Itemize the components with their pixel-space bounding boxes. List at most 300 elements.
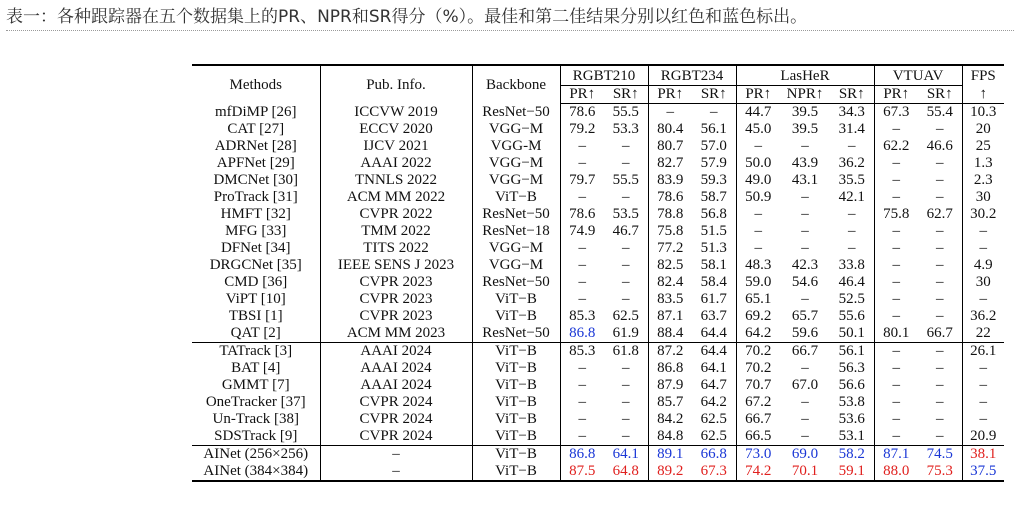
score-cell: 58.2 (838, 446, 865, 462)
score-cell: 36.2 (962, 308, 1004, 325)
score-cell: 35.5 (838, 172, 865, 188)
score-cell: 89.2 (648, 463, 692, 481)
score-cell: 88.4 (648, 325, 692, 343)
table-caption: 表一：各种跟踪器在五个数据集上的PR、NPR和SR得分（%）。最佳和第二佳结果分别以红色和蓝色标出。 (6, 4, 1014, 31)
subheader-lasher-sr: SR↑ (830, 86, 874, 104)
score-cell: 46.7 (612, 223, 639, 239)
subheader-vtuav-pr: PR↑ (874, 86, 918, 104)
score-cell: 30.2 (962, 206, 1004, 223)
score-cell: 64.4 (700, 343, 727, 359)
score-cell: 70.2 (736, 343, 780, 361)
table-row (192, 291, 1004, 308)
score-cell: – (604, 428, 648, 446)
score-cell: – (736, 206, 780, 223)
method-name: TBSI [1] (228, 308, 283, 324)
backbone: ViT−B (472, 394, 560, 411)
score-cell: 84.8 (648, 428, 692, 446)
score-cell: – (560, 274, 604, 291)
header-rgbt234: RGBT234 (648, 65, 736, 86)
method-name: ProTrack [31] (213, 189, 298, 205)
score-cell: 53.8 (838, 394, 865, 410)
backbone: ViT−B (472, 411, 560, 428)
score-cell: 64.2 (736, 325, 780, 343)
score-cell: 4.9 (962, 257, 1004, 274)
score-cell: 20 (962, 121, 1004, 138)
backbone: ResNet−50 (472, 325, 560, 343)
pub-info: CVPR 2024 (320, 394, 472, 411)
score-cell: 75.3 (918, 463, 962, 481)
score-cell: 55.4 (926, 104, 953, 120)
score-cell: 62.2 (874, 138, 918, 155)
score-cell: 64.4 (692, 325, 736, 343)
header-lasher: LasHeR (736, 65, 874, 86)
score-cell: 53.6 (838, 411, 865, 427)
score-cell: 80.7 (648, 138, 692, 155)
score-cell: 49.0 (736, 172, 780, 189)
subheader-rgbt234-sr: SR↑ (692, 86, 736, 104)
score-cell: – (801, 223, 809, 239)
method-name: HMFT [32] (220, 206, 291, 222)
pub-info: ECCV 2020 (320, 121, 472, 138)
method-name: DFNet [34] (220, 240, 291, 256)
score-cell: 34.3 (838, 104, 865, 120)
results-table (192, 64, 1004, 482)
score-cell: 75.8 (648, 223, 692, 240)
score-cell: – (622, 274, 630, 290)
score-cell: – (736, 240, 780, 257)
backbone: ViT−B (472, 308, 560, 325)
score-cell: 69.0 (791, 446, 819, 462)
score-cell: – (936, 411, 944, 427)
score-cell: – (874, 189, 918, 206)
table-row (192, 223, 1004, 240)
score-cell: – (560, 411, 604, 428)
score-cell: 65.7 (791, 308, 819, 324)
score-cell: 85.7 (648, 394, 692, 411)
score-cell: 25 (962, 138, 1004, 155)
score-cell: 10.3 (962, 104, 1004, 122)
score-cell: – (874, 343, 918, 361)
score-cell: 58.7 (700, 189, 727, 205)
score-cell: 64.7 (700, 377, 727, 393)
score-cell: 39.5 (791, 121, 819, 137)
score-cell: 89.1 (648, 446, 692, 464)
score-cell: 62.5 (700, 411, 727, 427)
score-cell: – (962, 291, 1004, 308)
pub-info: TNNLS 2022 (320, 172, 472, 189)
subheader-rgbt210-sr: SR↑ (604, 86, 648, 104)
score-cell: – (874, 155, 918, 172)
score-cell: – (848, 223, 856, 239)
score-cell: 67.3 (692, 463, 736, 481)
table-row (192, 274, 1004, 291)
method-name: BAT [4] (231, 360, 281, 376)
score-cell: 58.4 (700, 274, 727, 290)
score-cell: – (560, 360, 604, 377)
score-cell: – (801, 206, 809, 222)
method-name: CMD [36] (224, 274, 288, 290)
score-cell: 56.3 (838, 360, 865, 376)
table-row (192, 446, 1004, 464)
score-cell: – (874, 308, 918, 325)
method-name: AINet (256×256) (203, 446, 309, 462)
table-row (192, 377, 1004, 394)
score-cell: 63.7 (700, 308, 727, 324)
score-cell: 20.9 (962, 428, 1004, 446)
score-cell: 39.5 (791, 104, 819, 120)
method-name: DMCNet [30] (213, 172, 299, 188)
pub-info: IEEE SENS J 2023 (320, 257, 472, 274)
pub-info: CVPR 2024 (320, 428, 472, 446)
score-cell: 48.3 (736, 257, 780, 274)
method-name: OneTracker [37] (205, 394, 306, 410)
score-cell: – (874, 411, 918, 428)
score-cell: – (848, 206, 856, 222)
score-cell: – (874, 121, 918, 138)
score-cell: 56.1 (700, 121, 727, 137)
pub-info: AAAI 2024 (320, 360, 472, 377)
score-cell: 1.3 (962, 155, 1004, 172)
table-row (192, 240, 1004, 257)
score-cell: 52.5 (838, 291, 865, 307)
score-cell: 26.1 (962, 343, 1004, 361)
pub-info: ACM MM 2022 (320, 189, 472, 206)
table-row (192, 343, 1004, 361)
score-cell: – (936, 155, 944, 171)
score-cell: 67.0 (791, 377, 819, 393)
score-cell: 54.6 (791, 274, 819, 290)
score-cell: 50.1 (830, 325, 874, 343)
score-cell: – (736, 223, 780, 240)
score-cell: – (801, 189, 809, 205)
table-row (192, 428, 1004, 446)
score-cell: 82.7 (648, 155, 692, 172)
pub-info: CVPR 2023 (320, 291, 472, 308)
score-cell: 64.1 (612, 446, 639, 462)
method-name: TATrack [3] (219, 343, 293, 359)
pub-info: IJCV 2021 (320, 138, 472, 155)
subheader-lasher-npr: NPR↑ (780, 86, 830, 104)
score-cell: 67.2 (736, 394, 780, 411)
table-row (192, 257, 1004, 274)
header-pub-info: Pub. Info. (320, 65, 472, 104)
score-cell: 74.5 (926, 446, 953, 462)
backbone: ViT−B (472, 377, 560, 394)
backbone: ViT−B (472, 343, 560, 361)
table-body (192, 104, 1004, 482)
score-cell: 78.8 (648, 206, 692, 223)
score-cell: – (848, 240, 856, 256)
score-cell: 38.1 (962, 446, 1004, 464)
score-cell: – (936, 308, 944, 324)
subheader-lasher-pr: PR↑ (736, 86, 780, 104)
score-cell: 46.4 (838, 274, 865, 290)
score-cell: – (622, 360, 630, 376)
backbone: ResNet−50 (472, 206, 560, 223)
score-cell: 53.3 (612, 121, 639, 137)
score-cell: – (936, 257, 944, 273)
score-cell: 53.5 (612, 206, 639, 222)
backbone: ViT−B (472, 360, 560, 377)
score-cell: 58.1 (700, 257, 727, 273)
table-row (192, 411, 1004, 428)
score-cell: – (962, 360, 1004, 377)
score-cell: – (874, 377, 918, 394)
score-cell: – (801, 394, 809, 410)
backbone: VGG−M (472, 121, 560, 138)
method-name: CAT [27] (227, 121, 285, 137)
score-cell: 86.8 (648, 360, 692, 377)
table-row (192, 463, 1004, 481)
score-cell: – (622, 394, 630, 410)
header-backbone: Backbone (472, 65, 560, 104)
score-cell: – (560, 240, 604, 257)
score-cell: – (622, 377, 630, 393)
score-cell: – (648, 104, 692, 122)
score-cell: 79.2 (560, 121, 604, 138)
backbone: ViT−B (472, 291, 560, 308)
table-row (192, 308, 1004, 325)
score-cell: – (736, 138, 780, 155)
subheader-rgbt210-pr: PR↑ (560, 86, 604, 104)
score-cell: – (962, 411, 1004, 428)
score-cell: 43.1 (791, 172, 819, 188)
score-cell: – (936, 360, 944, 376)
score-cell: – (962, 394, 1004, 411)
method-name: AINet (384×384) (192, 463, 320, 481)
score-cell: – (560, 189, 604, 206)
backbone: ViT−B (472, 463, 560, 481)
table-row (192, 325, 1004, 343)
score-cell: 87.9 (648, 377, 692, 394)
header-rgbt210: RGBT210 (560, 65, 648, 86)
score-cell: 64.2 (700, 394, 727, 410)
score-cell: 64.1 (700, 360, 727, 376)
score-cell: 83.9 (648, 172, 692, 189)
header-fps: FPS (962, 65, 1004, 86)
score-cell: 66.7 (736, 411, 780, 428)
pub-info: AAAI 2022 (320, 155, 472, 172)
score-cell: 80.4 (648, 121, 692, 138)
pub-info: – (320, 463, 472, 481)
score-cell: – (962, 377, 1004, 394)
table-row (192, 206, 1004, 223)
score-cell: – (936, 223, 944, 239)
pub-info: TITS 2022 (320, 240, 472, 257)
score-cell: 77.2 (648, 240, 692, 257)
score-cell: 61.9 (604, 325, 648, 343)
score-cell: 45.0 (736, 121, 780, 138)
score-cell: 70.1 (780, 463, 830, 481)
backbone: ResNet−50 (472, 274, 560, 291)
score-cell: – (801, 411, 809, 427)
score-cell: – (936, 274, 944, 290)
score-cell: – (560, 291, 604, 308)
method-name: mfDiMP [26] (214, 103, 297, 120)
method-name: DRGCNet [35] (209, 257, 302, 273)
score-cell: – (962, 240, 1004, 257)
method-name: ADRNet [28] (214, 138, 297, 154)
score-cell: – (560, 138, 604, 155)
score-cell: 70.2 (736, 360, 780, 377)
score-cell: 65.1 (736, 291, 780, 308)
score-cell: – (801, 360, 809, 376)
score-cell: 74.2 (736, 463, 780, 481)
method-name: ViPT [10] (225, 291, 286, 307)
backbone: VGG-M (472, 138, 560, 155)
backbone: VGG−M (472, 155, 560, 172)
table-row (192, 394, 1004, 411)
score-cell: – (874, 274, 918, 291)
score-cell: – (710, 104, 718, 120)
score-cell: 78.6 (648, 189, 692, 206)
score-cell: – (622, 155, 630, 171)
subheader-rgbt234-pr: PR↑ (648, 86, 692, 104)
pub-info: AAAI 2024 (320, 377, 472, 394)
score-cell: 31.4 (838, 121, 865, 137)
score-cell: 79.7 (560, 172, 604, 189)
score-cell: 22 (962, 325, 1004, 343)
score-cell: – (874, 257, 918, 274)
score-cell: 44.7 (736, 104, 780, 122)
score-cell: 87.2 (648, 343, 692, 361)
score-cell: – (936, 172, 944, 188)
score-cell: – (560, 155, 604, 172)
backbone: VGG−M (472, 172, 560, 189)
score-cell: 69.2 (736, 308, 780, 325)
score-cell: – (622, 138, 630, 154)
score-cell: 59.0 (736, 274, 780, 291)
score-cell: – (801, 240, 809, 256)
method-name: QAT [2] (192, 325, 320, 343)
score-cell: 88.0 (874, 463, 918, 481)
score-cell: 66.7 (791, 343, 819, 359)
score-cell: – (874, 240, 918, 257)
table-row (192, 189, 1004, 206)
score-cell: 53.1 (830, 428, 874, 446)
score-cell: 42.1 (838, 189, 865, 205)
score-cell: 59.3 (700, 172, 727, 188)
score-cell: 55.6 (838, 308, 865, 324)
table-row (192, 138, 1004, 155)
score-cell: 42.3 (791, 257, 819, 273)
score-cell: 56.8 (700, 206, 727, 222)
score-cell: – (874, 360, 918, 377)
score-cell: 57.9 (700, 155, 727, 171)
method-name: APFNet [29] (216, 155, 295, 171)
score-cell: – (874, 172, 918, 189)
score-cell: – (801, 291, 809, 307)
score-cell: 55.5 (612, 172, 639, 188)
score-cell: – (848, 138, 856, 154)
score-cell: – (622, 291, 630, 307)
score-cell: 83.5 (648, 291, 692, 308)
table-row (192, 360, 1004, 377)
score-cell: 86.8 (560, 325, 604, 343)
score-cell: – (560, 394, 604, 411)
score-cell: 59.1 (830, 463, 874, 481)
score-cell: 2.3 (962, 172, 1004, 189)
score-cell: 80.1 (874, 325, 918, 343)
pub-info: CVPR 2023 (320, 308, 472, 325)
pub-info: AAAI 2024 (320, 343, 472, 361)
score-cell: 56.1 (838, 343, 865, 359)
score-cell: 55.5 (612, 104, 639, 120)
score-cell: 70.7 (736, 377, 780, 394)
score-cell: 85.3 (560, 343, 604, 361)
table-row (192, 104, 1004, 122)
score-cell: – (936, 291, 944, 307)
score-cell: 62.5 (612, 308, 639, 324)
score-cell: 37.5 (962, 463, 1004, 481)
score-cell: – (622, 189, 630, 205)
score-cell: 66.5 (736, 428, 780, 446)
score-cell: 46.6 (926, 138, 953, 154)
score-cell: – (622, 411, 630, 427)
score-cell: 67.3 (874, 104, 918, 122)
score-cell: – (801, 138, 809, 154)
score-cell: – (874, 291, 918, 308)
pub-info: – (320, 446, 472, 464)
score-cell: – (560, 428, 604, 446)
score-cell: – (874, 223, 918, 240)
header-row-groups (192, 65, 1004, 86)
score-cell: 78.6 (560, 104, 604, 122)
score-cell: – (918, 428, 962, 446)
score-cell: 62.5 (692, 428, 736, 446)
backbone: ResNet−50 (472, 104, 560, 122)
score-cell: 66.8 (700, 446, 727, 462)
backbone: ViT−B (472, 189, 560, 206)
score-cell: 30 (962, 274, 1004, 291)
score-cell: 61.7 (700, 291, 727, 307)
score-cell: 82.5 (648, 257, 692, 274)
score-cell: 50.9 (736, 189, 780, 206)
subheader-vtuav-sr: SR↑ (918, 86, 962, 104)
method-name: GMMT [7] (221, 377, 290, 393)
score-cell: 30 (962, 189, 1004, 206)
score-cell: 85.3 (560, 308, 604, 325)
score-cell: 43.9 (791, 155, 819, 171)
header-vtuav: VTUAV (874, 65, 962, 86)
pub-info: ACM MM 2023 (320, 325, 472, 343)
score-cell: 33.8 (838, 257, 865, 273)
score-cell: – (874, 428, 918, 446)
score-cell: – (936, 377, 944, 393)
pub-info: TMM 2022 (320, 223, 472, 240)
score-cell: – (936, 189, 944, 205)
score-cell: 50.0 (736, 155, 780, 172)
header-methods: Methods (192, 65, 320, 104)
pub-info: CVPR 2022 (320, 206, 472, 223)
pub-info: ICCVW 2019 (320, 104, 472, 122)
score-cell: 84.2 (648, 411, 692, 428)
score-cell: 87.1 (648, 308, 692, 325)
score-cell: 61.8 (612, 343, 639, 359)
score-cell: – (622, 240, 630, 256)
score-cell: – (874, 394, 918, 411)
score-cell: 75.8 (874, 206, 918, 223)
score-cell: 66.7 (918, 325, 962, 343)
score-cell: 36.2 (838, 155, 865, 171)
backbone: ResNet−18 (472, 223, 560, 240)
table-row (192, 121, 1004, 138)
score-cell: – (560, 257, 604, 274)
method-name: SDSTrack [9] (192, 428, 320, 446)
score-cell: 62.7 (926, 206, 953, 222)
score-cell: 64.8 (604, 463, 648, 481)
score-cell: 59.6 (780, 325, 830, 343)
